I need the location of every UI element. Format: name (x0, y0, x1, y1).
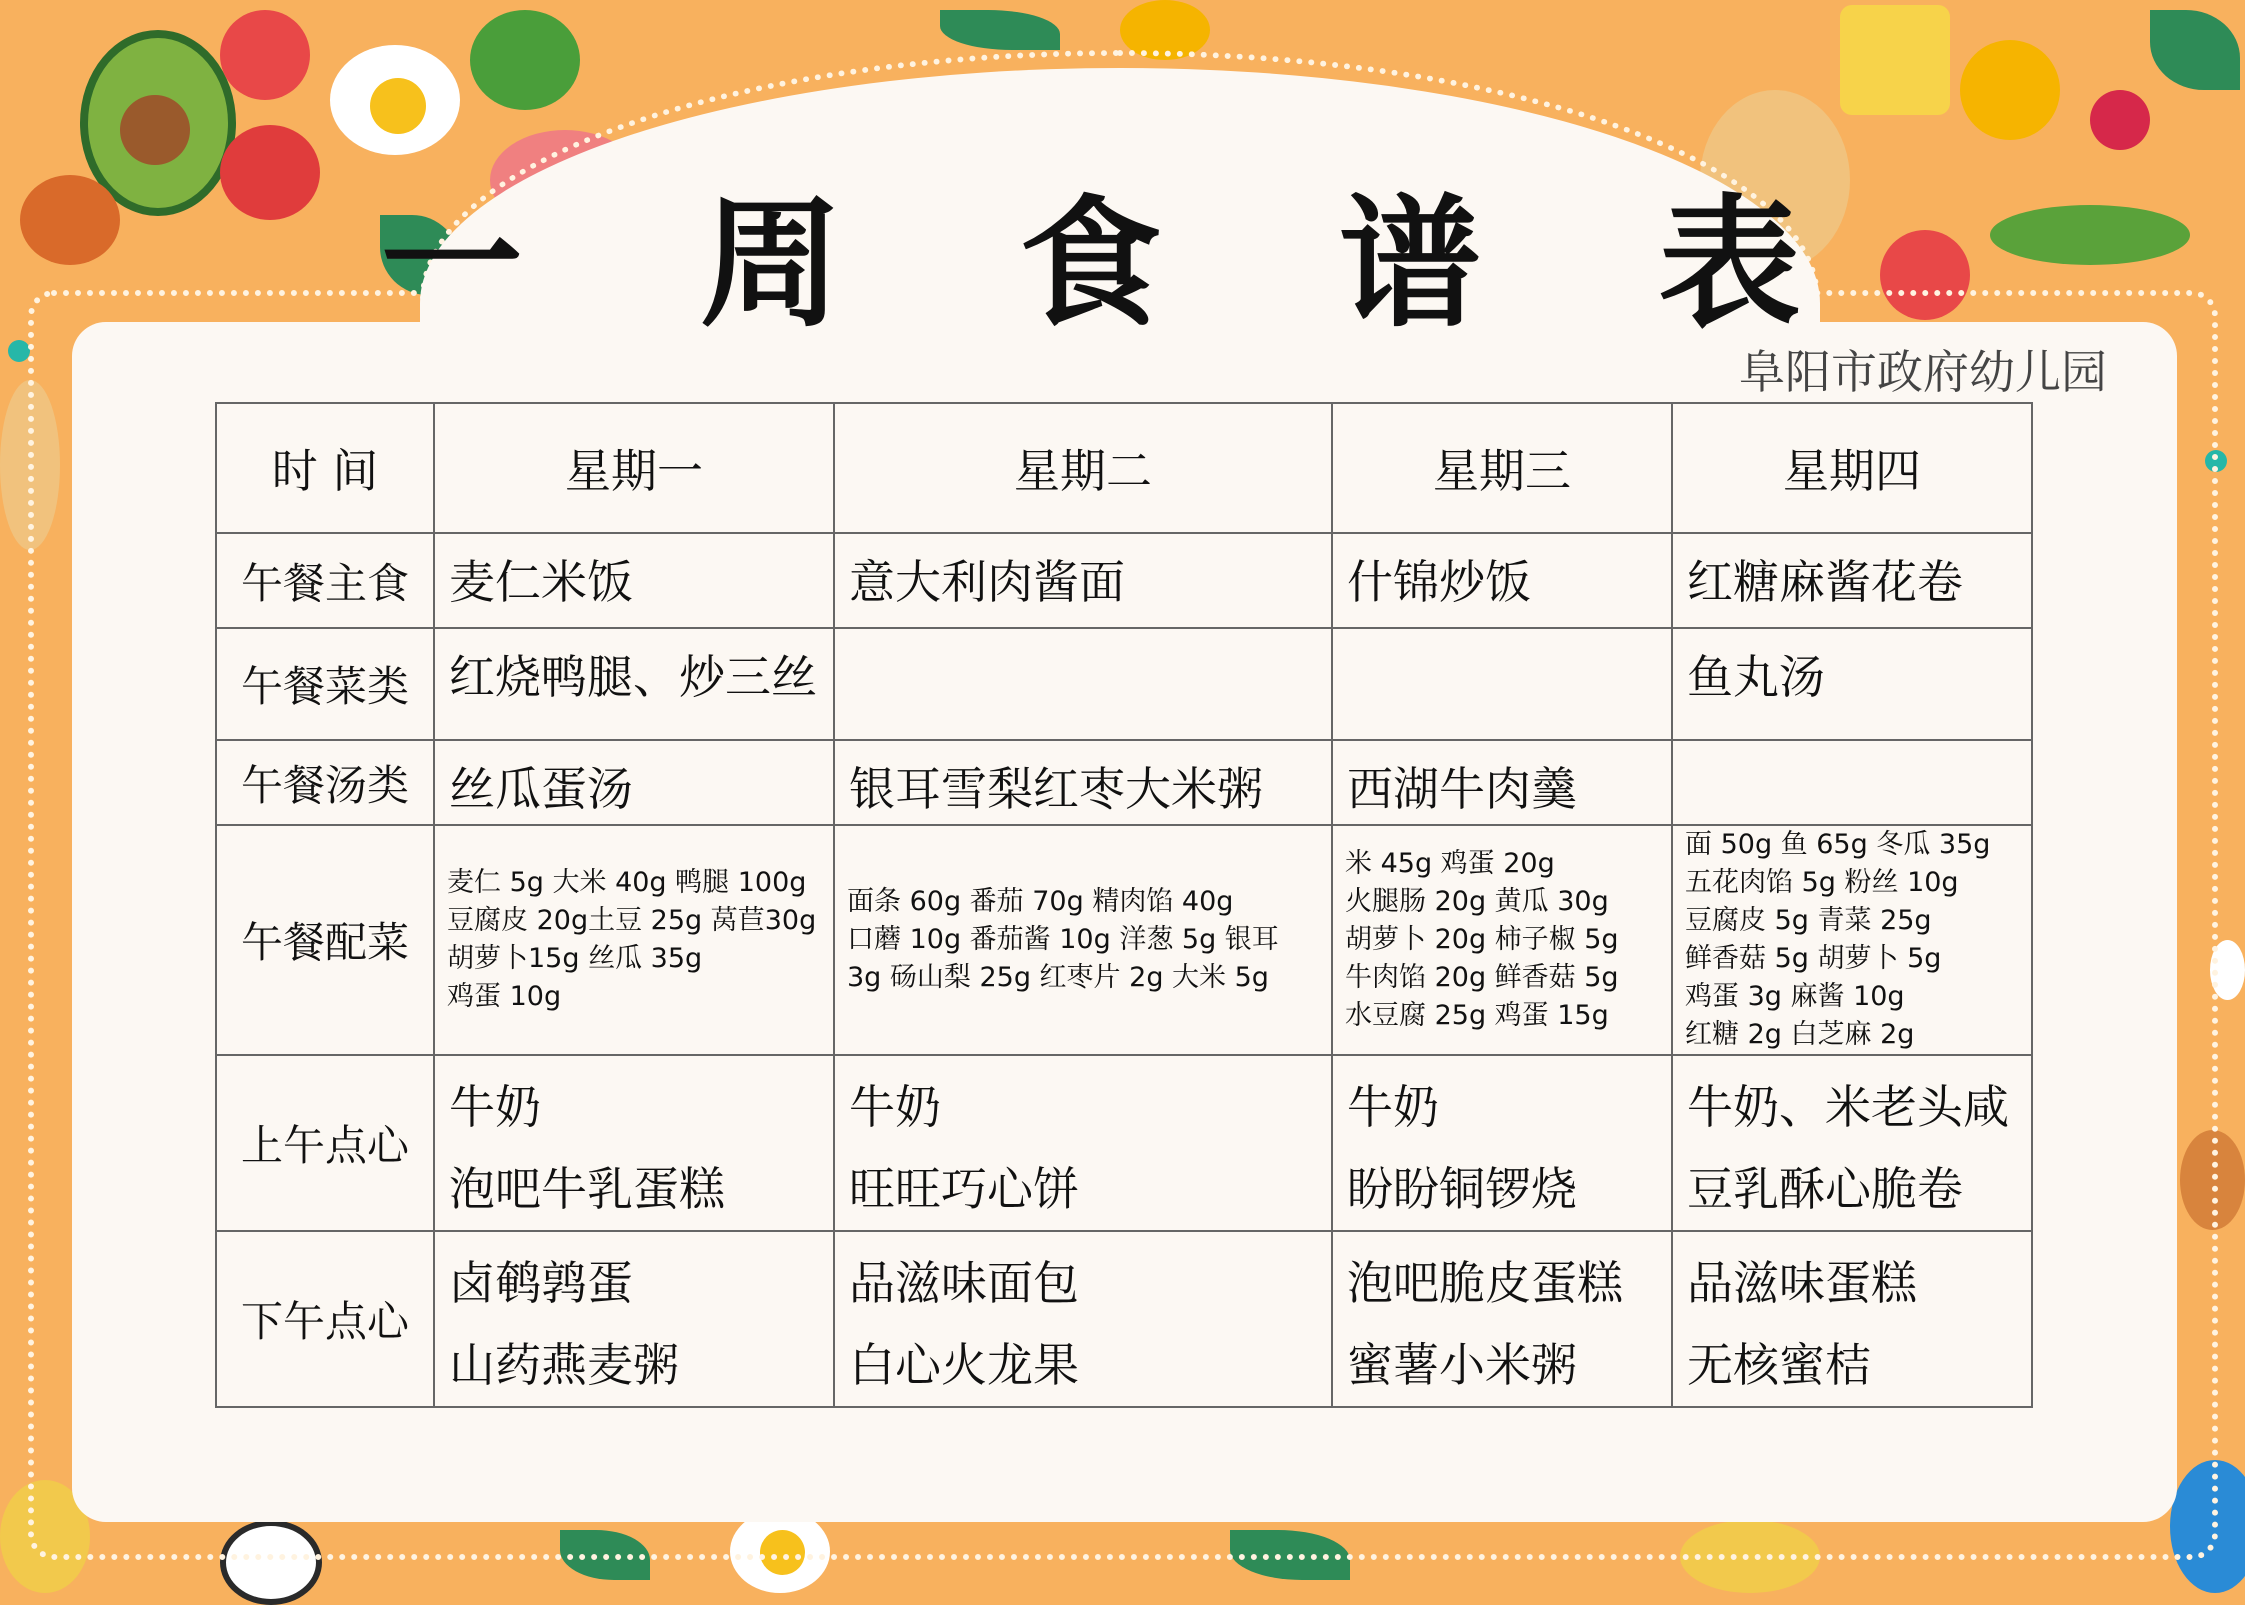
ingredient-line: 红糖 2g 白芝麻 2g (1685, 1019, 1915, 1050)
snack-line: 蜜薯小米粥 (1347, 1338, 1577, 1392)
snack-line: 盼盼铜锣烧 (1347, 1162, 1577, 1216)
row-label: 午餐菜类 (216, 628, 434, 740)
table-cell (834, 628, 1332, 740)
page-title: 一 周 食 谱 表 (380, 182, 1865, 347)
table-cell (834, 1231, 1332, 1407)
cheese-icon (1840, 5, 1950, 115)
table-row (216, 740, 2032, 825)
egg-yolk-icon (370, 78, 426, 134)
ingredients-cell (1332, 825, 1672, 1055)
table-cell: 意大利肉酱面 (834, 533, 1332, 628)
ingredients-cell (834, 825, 1332, 1055)
ingredients-cell (434, 825, 834, 1055)
snack-line: 山药燕麦粥 (449, 1338, 679, 1392)
table-cell (1672, 740, 2032, 825)
ingredient-line: 胡萝卜 20g 柿子椒 5g (1345, 924, 1619, 955)
ingredient-line: 豆腐皮 20g土豆 25g 莴苣30g (447, 905, 817, 936)
table-cell (1672, 1231, 2032, 1407)
table-cell (1332, 628, 1672, 740)
snack-line: 豆乳酥心脆卷 (1687, 1162, 1963, 1216)
ingredients-cell (1672, 825, 2032, 1055)
leaf-icon (2150, 10, 2240, 90)
snack-line: 牛奶、米老头咸 (1687, 1080, 2009, 1134)
table-cell: 鱼丸汤 (1672, 628, 2032, 740)
row-label: 下午点心 (216, 1231, 434, 1407)
ingredient-line: 鲜香菇 5g 胡萝卜 5g (1685, 943, 1942, 974)
ingredient-line: 面 50g 鱼 65g 冬瓜 35g (1685, 829, 1991, 860)
table-cell (1672, 1055, 2032, 1231)
table-cell: 丝瓜蛋汤 (434, 740, 834, 825)
ingredient-line: 水豆腐 25g 鸡蛋 15g (1345, 1000, 1609, 1031)
ingredient-line: 牛肉馅 20g 鲜香菇 5g (1345, 962, 1619, 993)
ingredient-line: 面条 60g 番茄 70g 精肉馅 40g (847, 886, 1234, 917)
table-cell (1332, 1231, 1672, 1407)
snack-line: 旺旺巧心饼 (849, 1162, 1079, 1216)
snack-line: 品滋味蛋糕 (1687, 1256, 1917, 1310)
snack-line: 白心火龙果 (849, 1338, 1079, 1392)
ingredient-line: 火腿肠 20g 黄瓜 30g (1345, 886, 1609, 917)
ingredient-line: 麦仁 5g 大米 40g 鸭腿 100g (447, 867, 807, 898)
leaf-icon (940, 10, 1060, 50)
ingredient-line: 豆腐皮 5g 青菜 25g (1685, 905, 1932, 936)
ingredient-line: 鸡蛋 10g (447, 981, 562, 1012)
header-tuesday: 星期二 (834, 403, 1332, 533)
row-label: 上午点心 (216, 1055, 434, 1231)
table-cell (1332, 1055, 1672, 1231)
table-row (216, 1055, 2032, 1231)
table-cell (434, 1055, 834, 1231)
school-name: 阜阳市政府幼儿园 (1739, 345, 2107, 399)
table-row (216, 825, 2032, 1055)
snack-line: 牛奶 (849, 1080, 941, 1134)
table-cell: 红烧鸭腿、炒三丝 (434, 628, 834, 740)
snack-line: 卤鹌鹑蛋 (449, 1256, 633, 1310)
weekly-menu-table (215, 402, 2033, 1408)
ingredient-line: 3g 砀山梨 25g 红枣片 2g 大米 5g (847, 962, 1269, 993)
row-label: 午餐主食 (216, 533, 434, 628)
table-row (216, 1231, 2032, 1407)
radish-icon (2090, 90, 2150, 150)
table-cell: 什锦炒饭 (1332, 533, 1672, 628)
ingredient-line: 胡萝卜15g 丝瓜 35g (447, 943, 703, 974)
row-label: 午餐汤类 (216, 740, 434, 825)
pepper-icon (1960, 40, 2060, 140)
snack-line: 泡吧牛乳蛋糕 (449, 1162, 725, 1216)
snack-line: 牛奶 (1347, 1080, 1439, 1134)
table-row (216, 628, 2032, 740)
ingredient-line: 米 45g 鸡蛋 20g (1345, 848, 1555, 879)
snack-line: 无核蜜桔 (1687, 1338, 1871, 1392)
broccoli-icon (470, 10, 580, 110)
table-row (216, 533, 2032, 628)
ingredient-line: 鸡蛋 3g 麻酱 10g (1685, 981, 1905, 1012)
table-cell: 西湖牛肉羹 (1332, 740, 1672, 825)
snack-line: 泡吧脆皮蛋糕 (1347, 1256, 1623, 1310)
table-cell (834, 1055, 1332, 1231)
row-label: 午餐配菜 (216, 825, 434, 1055)
header-monday: 星期一 (434, 403, 834, 533)
table-cell: 银耳雪梨红枣大米粥 (834, 740, 1332, 825)
ingredient-line: 口蘑 10g 番茄酱 10g 洋葱 5g 银耳 (847, 924, 1279, 955)
ingredient-line: 五花肉馅 5g 粉丝 10g (1685, 867, 1959, 898)
snack-line: 牛奶 (449, 1080, 541, 1134)
tomato-icon (220, 10, 310, 100)
header-row (216, 403, 2032, 533)
header-thursday: 星期四 (1672, 403, 2032, 533)
table-cell: 红糖麻酱花卷 (1672, 533, 2032, 628)
header-wednesday: 星期三 (1332, 403, 1672, 533)
table-cell (434, 1231, 834, 1407)
snack-line: 品滋味面包 (849, 1256, 1079, 1310)
header-time: 时 间 (216, 403, 434, 533)
table-cell: 麦仁米饭 (434, 533, 834, 628)
